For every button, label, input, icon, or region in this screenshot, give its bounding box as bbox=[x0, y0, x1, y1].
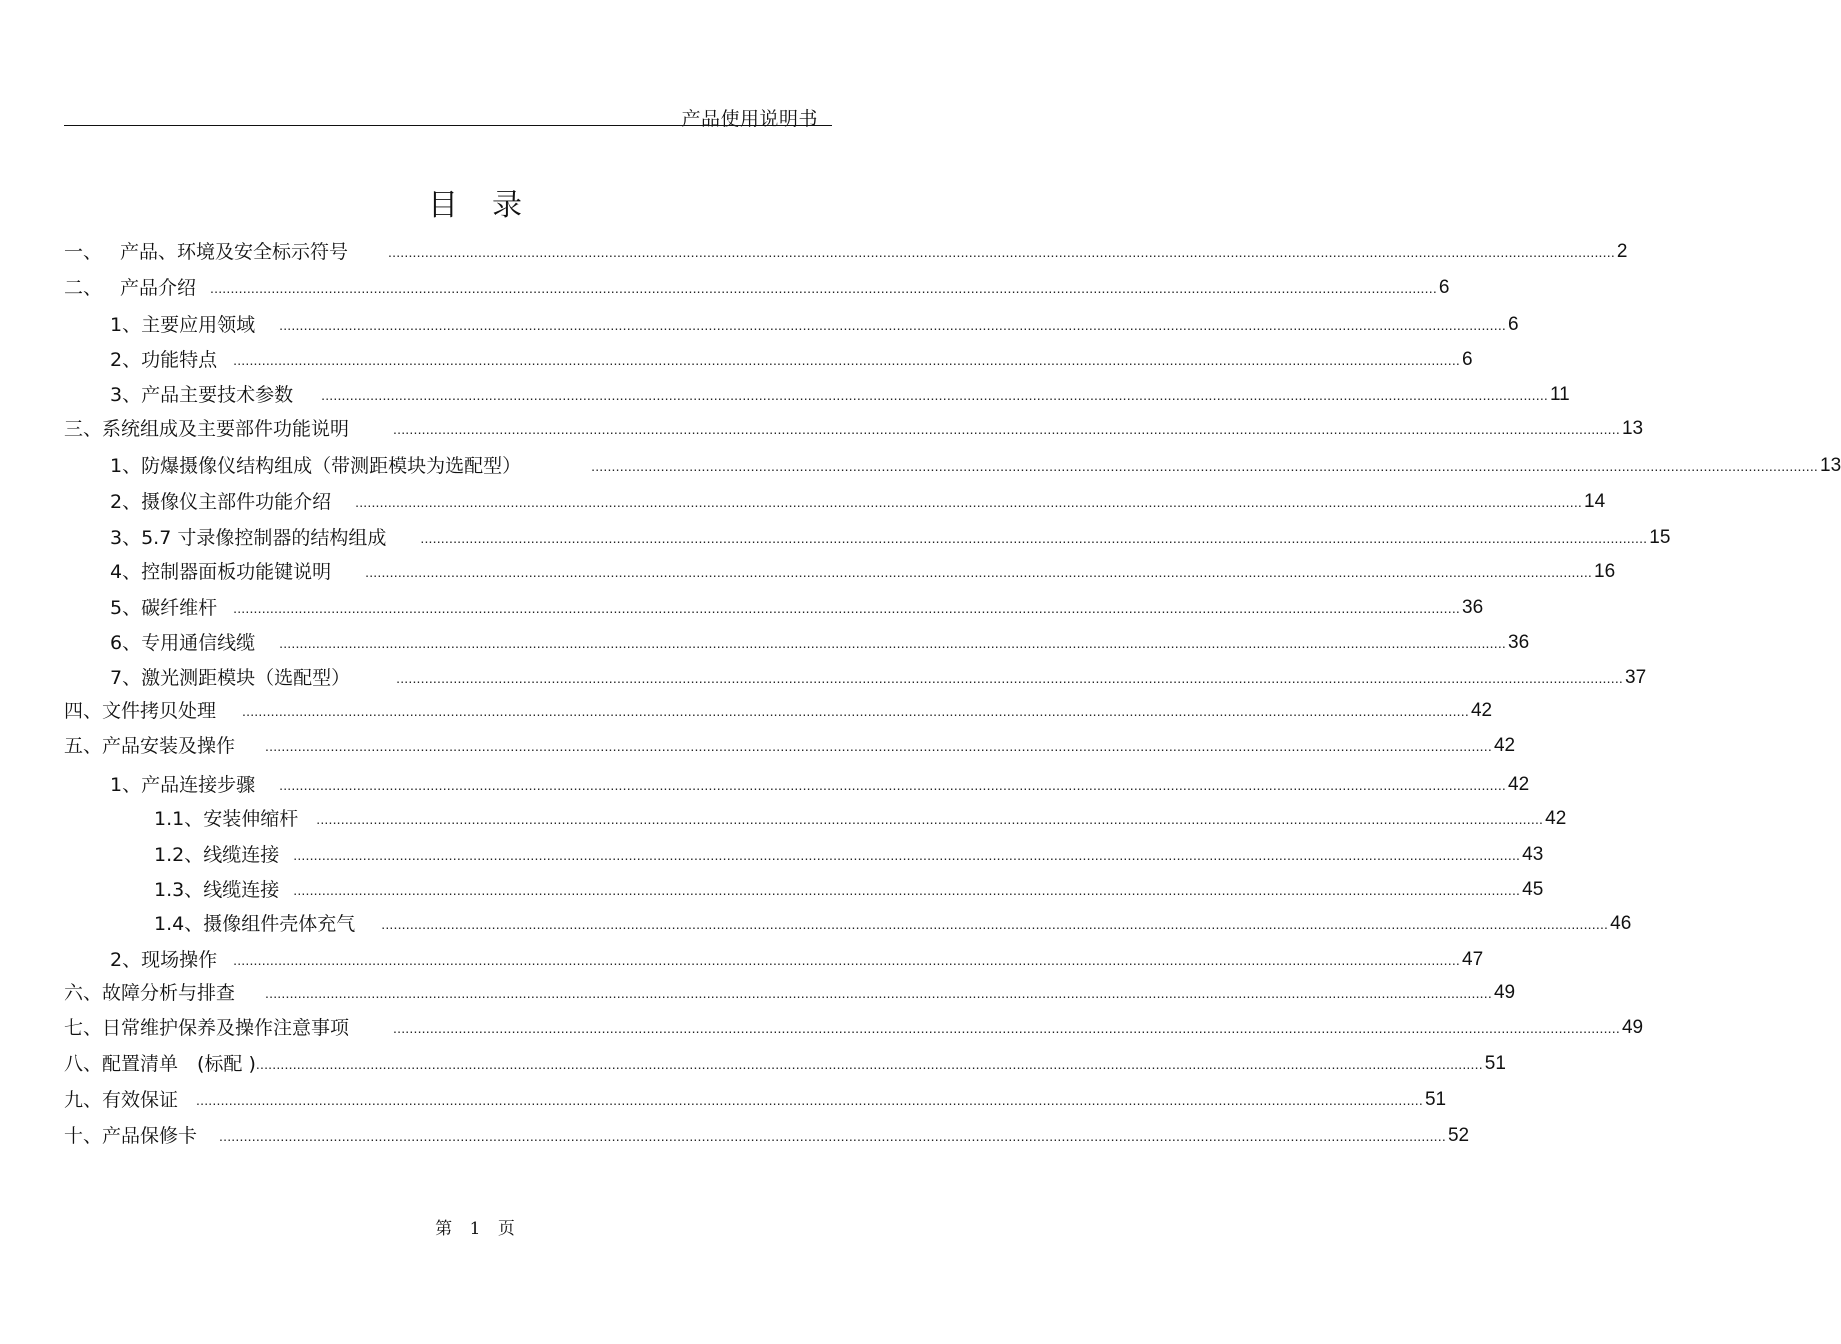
toc-entry-number: 一、 bbox=[64, 241, 103, 263]
toc-dot-leader: ............................................................................................................................................................................................................................................................................................................ bbox=[233, 952, 1461, 968]
toc-entry-number: 七、 bbox=[64, 1017, 103, 1039]
toc-entry-page: 16 bbox=[1594, 561, 1616, 582]
toc-entry-page: 43 bbox=[1522, 844, 1544, 865]
footer-suffix: 页 bbox=[497, 1219, 515, 1239]
toc-entry-number: 1、 bbox=[110, 774, 142, 796]
running-header: 产品使用说明书 bbox=[681, 108, 818, 130]
toc-dot-leader: ............................................................................................................................................................................................................................................................................................................ bbox=[242, 703, 1469, 719]
toc-entry-number: 九、 bbox=[64, 1089, 103, 1111]
toc-entry-label: 产品主要技术参数 bbox=[141, 384, 294, 406]
toc-dot-leader: ............................................................................................................................................................................................................................................................................................................ bbox=[393, 421, 1620, 437]
toc-entry-number: 2、 bbox=[110, 949, 142, 971]
toc-entry[interactable] bbox=[110, 347, 1473, 373]
toc-dot-leader: ............................................................................................................................................................................................................................................................................................................ bbox=[233, 352, 1461, 368]
toc-entry-number: 八、 bbox=[64, 1053, 103, 1075]
toc-entry-page: 42 bbox=[1493, 735, 1516, 756]
toc-entry-page: 15 bbox=[1649, 527, 1671, 548]
toc-entry-page: 46 bbox=[1610, 913, 1632, 934]
toc-dot-leader: ............................................................................................................................................................................................................................................................................................................ bbox=[219, 1128, 1446, 1144]
toc-entry[interactable] bbox=[110, 595, 1484, 621]
toc-entry-label: 摄像组件壳体充气 bbox=[203, 913, 356, 935]
toc-entry[interactable] bbox=[64, 1015, 1644, 1041]
toc-entry-label: 有效保证 bbox=[102, 1089, 179, 1111]
toc-entry[interactable] bbox=[110, 312, 1519, 338]
toc-entry[interactable] bbox=[64, 1123, 1470, 1149]
toc-dot-leader: ............................................................................................................................................................................................................................................................................................................ bbox=[365, 564, 1593, 580]
toc-entry-number: 7、 bbox=[110, 667, 142, 689]
toc-dot-leader: ............................................................................................................................................................................................................................................................................................................ bbox=[265, 738, 1492, 754]
toc-entry-number: 1.4、 bbox=[154, 913, 204, 935]
toc-entry-number: 4、 bbox=[110, 561, 142, 583]
toc-entry-label: 产品连接步骤 bbox=[141, 774, 256, 796]
toc-entry[interactable] bbox=[64, 1087, 1447, 1113]
toc-entry[interactable] bbox=[64, 1051, 1506, 1077]
toc-dot-leader: ............................................................................................................................................................................................................................................................................................................ bbox=[420, 530, 1648, 546]
toc-entry[interactable] bbox=[64, 980, 1516, 1006]
toc-entry-label: 防爆摄像仪结构组成（带测距模块为选配型） bbox=[141, 455, 522, 477]
toc-dot-leader: ............................................................................................................................................................................................................................................................................................................ bbox=[196, 1092, 1423, 1108]
toc-entry-number: 3、 bbox=[110, 384, 142, 406]
toc-entry-label: 碳纤维杆 bbox=[141, 597, 218, 619]
toc-dot-leader: ............................................................................................................................................................................................................................................................................................................ bbox=[388, 244, 1615, 260]
toc-entry-number: 5、 bbox=[110, 597, 142, 619]
toc-dot-leader: ............................................................................................................................................................................................................................................................................................................ bbox=[279, 317, 1507, 333]
toc-entry[interactable] bbox=[154, 842, 1544, 868]
toc-entry-label: 产品介绍 bbox=[120, 277, 197, 299]
toc-entry[interactable] bbox=[64, 239, 1628, 265]
toc-entry-page: 6 bbox=[1462, 349, 1473, 370]
toc-entry-label: 专用通信线缆 bbox=[141, 632, 256, 654]
toc-entry[interactable] bbox=[110, 489, 1606, 515]
toc-dot-leader: ............................................................................................................................................................................................................................................................................................................ bbox=[355, 494, 1583, 510]
toc-entry-label: 产品、环境及安全标示符号 bbox=[120, 241, 349, 263]
toc-entry[interactable] bbox=[154, 911, 1632, 937]
toc-entry-page: 6 bbox=[1508, 314, 1519, 335]
toc-entry-page: 51 bbox=[1424, 1089, 1447, 1110]
toc-entry-label: 产品保修卡 bbox=[102, 1125, 198, 1147]
toc-entry[interactable] bbox=[64, 698, 1493, 724]
toc-entry[interactable] bbox=[154, 806, 1567, 832]
toc-dot-leader: ............................................................................................................................................................................................................................................................................................................ bbox=[293, 882, 1521, 898]
toc-entry-number: 1.1、 bbox=[154, 808, 204, 830]
toc-dot-leader: ............................................................................................................................................................................................................................................................................................................ bbox=[233, 600, 1461, 616]
toc-entry-page: 37 bbox=[1625, 667, 1647, 688]
toc-entry-number: 6、 bbox=[110, 632, 142, 654]
toc-entry-label: 线缆连接 bbox=[203, 844, 280, 866]
toc-dot-leader: ............................................................................................................................................................................................................................................................................................................ bbox=[393, 1020, 1620, 1036]
toc-entry-label: 线缆连接 bbox=[203, 879, 280, 901]
toc-entry-number: 二、 bbox=[64, 277, 103, 299]
toc-entry[interactable] bbox=[64, 275, 1450, 301]
toc-entry-page: 13 bbox=[1820, 455, 1841, 476]
page-footer bbox=[0, 1214, 950, 1239]
toc-entry-label: 配置清单 (标配 ) bbox=[102, 1053, 256, 1075]
toc-entry-label: 控制器面板功能键说明 bbox=[141, 561, 332, 583]
toc-entry[interactable] bbox=[110, 630, 1530, 656]
toc-entry-number: 四、 bbox=[64, 700, 103, 722]
toc-entry-label: 产品安装及操作 bbox=[102, 735, 236, 757]
toc-entry-number: 1.2、 bbox=[154, 844, 204, 866]
toc-entry[interactable] bbox=[154, 877, 1544, 903]
toc-entry-label: 摄像仪主部件功能介绍 bbox=[141, 491, 332, 513]
toc-entry-page: 47 bbox=[1462, 949, 1484, 970]
toc-entry-page: 2 bbox=[1616, 241, 1628, 262]
toc-entry-page: 42 bbox=[1508, 774, 1530, 795]
toc-entry-label: 激光测距模块（选配型） bbox=[141, 667, 351, 689]
toc-entry-page: 36 bbox=[1462, 597, 1484, 618]
toc-entry-number: 1、 bbox=[110, 314, 142, 336]
toc-dot-leader: ............................................................................................................................................................................................................................................................................................................ bbox=[293, 847, 1521, 863]
toc-entry-number: 五、 bbox=[64, 735, 103, 757]
footer-prefix: 第 bbox=[435, 1219, 453, 1239]
toc-entry-label: 日常维护保养及操作注意事项 bbox=[102, 1017, 350, 1039]
toc-dot-leader: ............................................................................................................................................................................................................................................................................................................ bbox=[396, 670, 1624, 686]
toc-entry-page: 52 bbox=[1447, 1125, 1470, 1146]
toc-entry[interactable] bbox=[64, 733, 1516, 759]
toc-entry-page: 13 bbox=[1621, 418, 1644, 439]
toc-entry[interactable] bbox=[110, 453, 1841, 479]
toc-entry-page: 49 bbox=[1621, 1017, 1644, 1038]
toc-entry-label: 安装伸缩杆 bbox=[203, 808, 299, 830]
toc-entry[interactable] bbox=[110, 665, 1647, 691]
toc-entry[interactable] bbox=[64, 416, 1644, 442]
toc-entry-label: 文件拷贝处理 bbox=[102, 700, 217, 722]
toc-entry-number: 3、 bbox=[110, 527, 142, 549]
toc-entry-label: 现场操作 bbox=[141, 949, 218, 971]
toc-entry-number: 三、 bbox=[64, 418, 103, 440]
toc-dot-leader: ............................................................................................................................................................................................................................................................................................................ bbox=[321, 387, 1549, 403]
toc-entry-page: 51 bbox=[1484, 1053, 1506, 1074]
toc-entry-number: 十、 bbox=[64, 1125, 103, 1147]
toc-dot-leader: ............................................................................................................................................................................................................................................................................................................ bbox=[279, 777, 1507, 793]
toc-dot-leader: ............................................................................................................................................................................................................................................................................................................ bbox=[279, 635, 1507, 651]
toc-dot-leader: ............................................................................................................................................................................................................................................................................................................ bbox=[316, 811, 1544, 827]
toc-dot-leader: ............................................................................................................................................................................................................................................................................................................ bbox=[381, 916, 1609, 932]
toc-entry-page: 45 bbox=[1522, 879, 1544, 900]
toc-entry-page: 42 bbox=[1545, 808, 1567, 829]
toc-entry[interactable] bbox=[110, 525, 1671, 551]
toc-entry[interactable] bbox=[110, 559, 1616, 585]
toc-dot-leader: ............................................................................................................................................................................................................................................................................................................ bbox=[591, 458, 1819, 474]
toc-entry-label: 系统组成及主要部件功能说明 bbox=[102, 418, 350, 440]
toc-entry-page: 36 bbox=[1508, 632, 1530, 653]
toc-dot-leader: ............................................................................................................................................................................................................................................................................................................ bbox=[210, 280, 1437, 296]
toc-entry-number: 2、 bbox=[110, 349, 142, 371]
toc-entry-number: 1.3、 bbox=[154, 879, 204, 901]
toc-entry-page: 11 bbox=[1550, 384, 1570, 405]
toc-entry[interactable] bbox=[110, 382, 1570, 408]
toc-entry-page: 6 bbox=[1438, 277, 1450, 298]
toc-entry[interactable] bbox=[110, 947, 1484, 973]
toc-entry-number: 1、 bbox=[110, 455, 142, 477]
toc-entry[interactable] bbox=[110, 772, 1530, 798]
toc-entry-label: 主要应用领域 bbox=[141, 314, 256, 336]
toc-entry-label: 功能特点 bbox=[141, 349, 218, 371]
page-title: 目录 bbox=[428, 188, 556, 223]
toc-entry-label: 故障分析与排查 bbox=[102, 982, 236, 1004]
toc-entry-page: 42 bbox=[1470, 700, 1493, 721]
toc-dot-leader: ............................................................................................................................................................................................................................................................................................................ bbox=[265, 985, 1492, 1001]
toc-entry-label: 5.7 寸录像控制器的结构组成 bbox=[141, 527, 387, 549]
toc-entry-number: 2、 bbox=[110, 491, 142, 513]
footer-page-number: 1 bbox=[469, 1219, 481, 1239]
toc-dot-leader: ............................................................................................................................................................................................................................................................................................................ bbox=[255, 1056, 1483, 1072]
toc-entry-page: 14 bbox=[1584, 491, 1606, 512]
toc-entry-page: 49 bbox=[1493, 982, 1516, 1003]
toc-entry-number: 六、 bbox=[64, 982, 103, 1004]
